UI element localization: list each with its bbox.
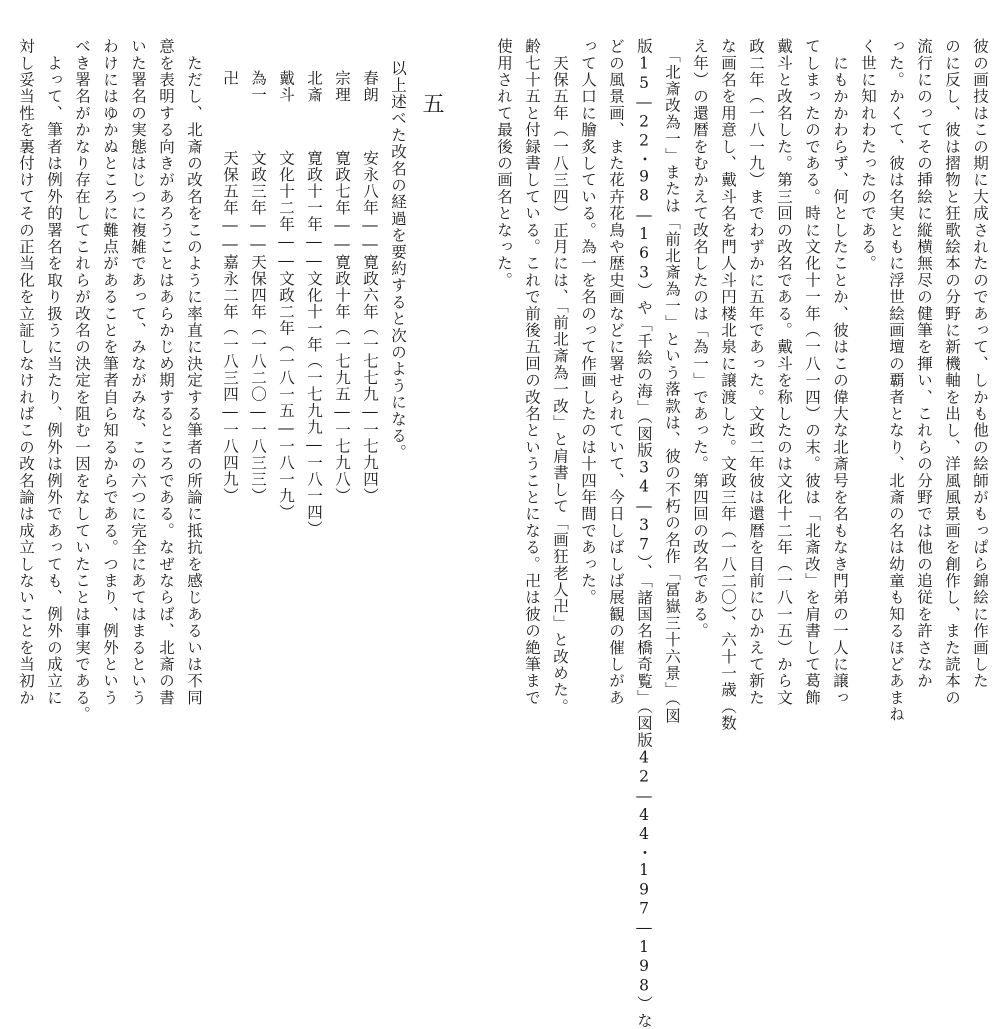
name-cell: 為一 (249, 70, 267, 103)
text-line: 版15―22・98―163）や「千絵の海」（図版34―37）、「諸国名橋奇覧」（図版42―44・197―198）な (635, 38, 653, 1029)
name-row-iitsu (246, 70, 269, 504)
name-row-shunro (358, 70, 381, 504)
text-line: にもかかわらず、何としたことか、彼はこの偉大な北斎号を名もなき門弟の一人に譲っ (831, 38, 849, 706)
text-line: 使用されて最後の画名となった。 (495, 38, 513, 289)
text-line: ただし、北斎の改名をこのように率直に決定する筆者の所論に抵抗を感じあるいは不同 (185, 38, 203, 706)
text-line: わけにはゆかぬところに難点があることを筆者自ら知るからである。つまり、例外という (101, 38, 119, 706)
period-cell: 安永八年――寛政六年（一七七九―一七九四） (361, 150, 379, 504)
name-row-taito (274, 70, 297, 521)
period-cell: 寛政七年――寛政十年（一七九五―一七九八） (333, 150, 351, 504)
text-line: よって、筆者は例外的署名を取り扱うに当たり、例外は例外であっても、例外の成立に (45, 38, 63, 706)
period-cell: 文政三年――天保四年（一八二〇―一八三三） (249, 150, 267, 504)
text-line: 政二年（一八一九）までわずかに五年であった。文政二年彼は還暦を目前にひかえて新た (747, 38, 765, 706)
text-line: べき署名がかなり存在してこれらが改名の決定を阻む一因をなしていたことは事実である。 (73, 38, 91, 723)
name-row-hokusai (302, 70, 325, 537)
name-cell: 北斎 (305, 70, 323, 103)
text-line: 彼の画技はこの期に大成されたのであって、しかも他の絵師がもっぱら錦絵に作画した (971, 38, 989, 690)
text-line: のに反し、彼は摺物と狂歌絵本の分野に新機軸を出し、洋風風景画を創作し、また読本の (943, 38, 961, 706)
text-line: った。かくて、彼は名実ともに浮世絵画壇の覇者となり、北斎の名は幼童も知るほどあまね (887, 38, 905, 723)
text-line: 「北斎改為一」または「前北斎為一」という落款は、彼の不朽の名作「冨嶽三十六景」（図 (663, 38, 681, 724)
name-cell: 宗理 (333, 70, 351, 103)
text-line: 流行にのってその挿絵に縦横無尽の健筆を揮い、これらの分野では他の追従を許さなか (915, 38, 933, 690)
text-line: いた署名の実態はじつに複雑であって、みながみな、この六つに完全にあてはまるという (129, 38, 147, 706)
intro-line: 以上述べた改名の経過を要約すると次のようになる。 (389, 60, 407, 461)
text-line: って人口に膾炙している。為一を名のって作画したのは十四年間であった。 (579, 38, 597, 606)
text-line: え年）の還暦をむかえて改名したのは「為一」であった。第四回の改名である。 (691, 38, 709, 640)
period-cell: 天保五年――嘉永二年（一八三四―一八四九） (221, 150, 239, 504)
name-row-sori (330, 70, 353, 504)
section-heading: 五 (419, 92, 444, 116)
text-line: 対し妥当性を裏付けてその正当化を立証しなければこの改名論は成立しないことを当初か (17, 38, 35, 706)
text-line: な画名を用意し、戴斗名を門人斗円楼北泉に譲渡した。文政三年（一八二〇）、六十一歳（数 (719, 38, 737, 732)
text-line: 天保五年（一八三四）正月には、「前北斎為一改」と肩書して「画狂老人卍」と改めた。 (551, 38, 569, 715)
text-line: 齢七十五と付録書している。これで前後五回の改名ということになる。卍は彼の絶筆まで (523, 38, 541, 706)
name-row-manji (218, 70, 241, 504)
text-line: てしまったのである。時に文化十一年（一八一四）の末。彼は「北斎改」を肩書して葛飾 (803, 38, 821, 706)
name-cell: 戴斗 (277, 70, 295, 103)
text-line: 戴斗と改名した。第三回の改名である。戴斗を称したのは文化十二年（一八一五）から文 (775, 38, 793, 706)
text-line: 意を表明する向きがあろうことはあらかじめ期するところである。なぜならば、北斎の書 (157, 38, 175, 706)
name-cell: 春朗 (361, 70, 379, 103)
name-cell: 卍 (221, 70, 239, 87)
text-line: く世に知れわたったのである。 (859, 38, 877, 272)
text-line: どの風景画、また花卉花鳥や歴史画などに署せられていて、今日しばしば展観の催しがあ (607, 38, 625, 706)
period-cell: 文化十二年――文政二年（一八一五―一八一九） (277, 150, 295, 521)
period-cell: 寛政十一年――文化十一年（一七九九―一八一四） (305, 150, 323, 537)
